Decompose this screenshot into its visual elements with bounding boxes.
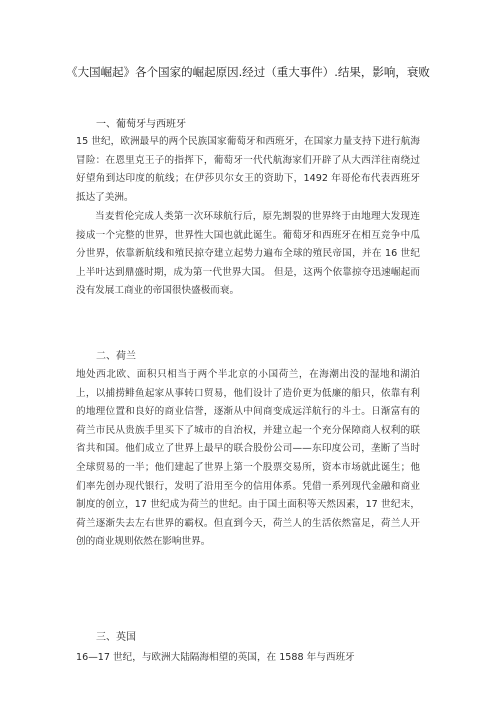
section-heading-portugal-spain: 一、葡萄牙与西班牙 — [96, 119, 186, 130]
document-title: 《大国崛起》各个国家的崛起原因.经过（重大事件）.结果，影响，衰败 — [66, 65, 430, 79]
paragraph-portugal-spain-2: 当麦哲伦完成人类第一次环球航行后，原先割裂的世界终于由地理大发现连接成一个完整的世界，世界性大国也就此诞生。葡萄牙和西班牙在相互竞争中瓜分世界，依靠新航线和殖民掠夺建立起势力遍布全球的殖民帝国，并在 16 世纪上半叶达到鼎盛时期，成为第一代世界大国。 但是，这两个依靠掠夺迅速崛起而没有发展工商业的帝国很快盛极而衰。 — [76, 211, 420, 297]
paragraph-netherlands-1: 地处西北欧、面积只相当于两个半北京的小国荷兰，在海潮出没的湿地和湖泊上，以捕捞鲱鱼起家从事转口贸易，他们设计了造价更为低廉的船只，依靠有利的地理位置和良好的商业信誉，逐渐从中间商变成远洋航行的斗士。日渐富有的荷兰市民从贵族手里买下了城市的自治权，并建立起一个充分保障商人权利的联省共和国。他们成立了世界上最早的联合股份公司——东印度公司，垄断了当时全球贸易的一半；他们建起了世界上第一个股票交易所，资本市场就此诞生；他们率先创办现代银行，发明了沿用至今的信用体系。凭借一系列现代金融和商业制度的创立，17 世纪成为荷兰的世纪。由于国土面积等天然因素，17 世纪末，荷兰逐渐失去左右世界的霸权。但直到今天，荷兰人的生活依然富足，荷兰人开创的商业规则依然在影响世界。 — [76, 369, 420, 548]
section-heading-netherlands: 二、荷兰 — [96, 351, 136, 362]
paragraph-britain-1: 16—17 世纪，与欧洲大陆隔海相望的英国，在 1588 年与西班牙 — [76, 652, 355, 663]
section-heading-britain: 三、英国 — [96, 632, 136, 643]
paragraph-portugal-spain-1: 15 世纪，欧洲最早的两个民族国家葡萄牙和西班牙，在国家力量支持下进行航海冒险：在恩里克王子的指挥下，葡萄牙一代代航海家们开辟了从大西洋往南绕过好望角到达印度的航线；在伊莎贝尔女王的资助下，1492 年哥伦布代表西班牙抵达了美洲。 — [76, 136, 420, 203]
